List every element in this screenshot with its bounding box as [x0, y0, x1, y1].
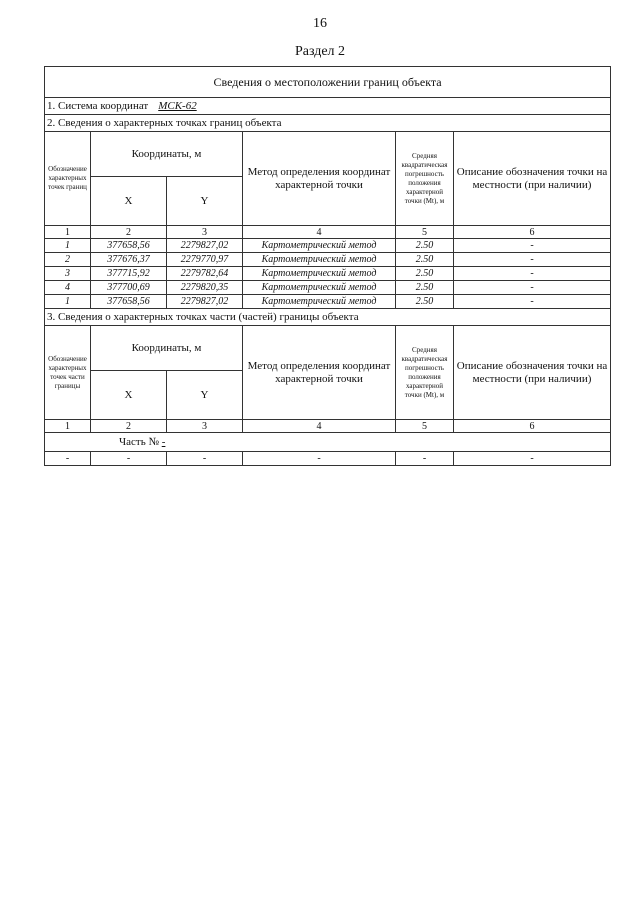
cell-method: Картометрический метод: [243, 239, 396, 253]
cell-desc: -: [454, 295, 611, 309]
cell-desc: -: [454, 253, 611, 267]
cell-mt: 2.50: [396, 295, 454, 309]
cell-y: 2279827,02: [167, 239, 243, 253]
cell-x: 377658,56: [91, 295, 167, 309]
header-y: Y: [167, 177, 243, 226]
column-number: 5: [396, 420, 454, 433]
coord-system-label: 1. Система координат: [47, 100, 149, 112]
header-description: Описание обозначения точки на местности (при наличии): [454, 132, 611, 226]
cell-mt: -: [396, 452, 454, 466]
header-y-part: Y: [167, 371, 243, 420]
cell-desc: -: [454, 239, 611, 253]
cell-y: 2279770,97: [167, 253, 243, 267]
header-x: X: [91, 177, 167, 226]
column-number: 2: [91, 226, 167, 239]
cell-x: -: [91, 452, 167, 466]
header-x-part: X: [91, 371, 167, 420]
column-number: 3: [167, 226, 243, 239]
header-description-part: Описание обозначения точки на местности (при наличии): [454, 326, 611, 420]
cell-y: -: [167, 452, 243, 466]
coord-system-row: [45, 98, 611, 115]
section3-label: 3. Сведения о характерных точках части (частей) границы объекта: [45, 309, 611, 326]
cell-x: 377658,56: [91, 239, 167, 253]
cell-point: 1: [45, 239, 91, 253]
cell-y: 2279820,35: [167, 281, 243, 295]
cell-method: Картометрический метод: [243, 281, 396, 295]
header-method: Метод определения координат характерной точки: [243, 132, 396, 226]
column-number: 6: [454, 226, 611, 239]
boundary-table: [44, 66, 611, 466]
table-row: [45, 239, 611, 253]
column-number: 5: [396, 226, 454, 239]
cell-method: -: [243, 452, 396, 466]
cell-desc: -: [454, 452, 611, 466]
section-title: Раздел 2: [294, 44, 346, 59]
column-number: 4: [243, 420, 396, 433]
cell-y: 2279782,64: [167, 267, 243, 281]
part-label: Часть №: [119, 436, 159, 448]
cell-point: 1: [45, 295, 91, 309]
table-row: [45, 295, 611, 309]
page-number: 16: [313, 16, 327, 31]
column-number: 3: [167, 420, 243, 433]
cell-mt: 2.50: [396, 253, 454, 267]
cell-x: 377676,37: [91, 253, 167, 267]
column-number: 1: [45, 226, 91, 239]
cell-y: 2279827,02: [167, 295, 243, 309]
cell-mt: 2.50: [396, 239, 454, 253]
column-number: 2: [91, 420, 167, 433]
cell-desc: -: [454, 281, 611, 295]
header-precision: Средняя квадратическая погрешность положения характерной точки (Mt), м: [396, 132, 454, 226]
table-title: Сведения о местоположении границ объекта: [45, 67, 611, 98]
part-value: -: [161, 436, 166, 448]
cell-mt: 2.50: [396, 267, 454, 281]
column-number: 4: [243, 226, 396, 239]
cell-method: Картометрический метод: [243, 253, 396, 267]
column-numbers-row: [45, 226, 611, 239]
cell-point: 2: [45, 253, 91, 267]
cell-point: 4: [45, 281, 91, 295]
section2-label: 2. Сведения о характерных точках границ объекта: [45, 115, 611, 132]
cell-x: 377700,69: [91, 281, 167, 295]
coord-system-value: МСК-62: [158, 100, 197, 112]
table-row: [45, 253, 611, 267]
cell-mt: 2.50: [396, 281, 454, 295]
header-coordinates: Координаты, м: [91, 132, 243, 177]
header-point-designation-part: Обозначение характерных точек части границы: [45, 326, 91, 420]
column-number: 6: [454, 420, 611, 433]
cell-method: Картометрический метод: [243, 267, 396, 281]
column-numbers-row-part: [45, 420, 611, 433]
cell-point: -: [45, 452, 91, 466]
cell-desc: -: [454, 267, 611, 281]
column-number: 1: [45, 420, 91, 433]
header-point-designation: Обозначение характерных точек границ: [45, 132, 91, 226]
header-coordinates-part: Координаты, м: [91, 326, 243, 371]
cell-x: 377715,92: [91, 267, 167, 281]
header-precision-part: Средняя квадратическая погрешность положения характерной точки (Mt), м: [396, 326, 454, 420]
cell-point: 3: [45, 267, 91, 281]
table-row-part: [45, 452, 611, 466]
part-number-row: [45, 433, 611, 452]
table-row: [45, 267, 611, 281]
table-row: [45, 281, 611, 295]
header-method-part: Метод определения координат характерной точки: [243, 326, 396, 420]
cell-method: Картометрический метод: [243, 295, 396, 309]
